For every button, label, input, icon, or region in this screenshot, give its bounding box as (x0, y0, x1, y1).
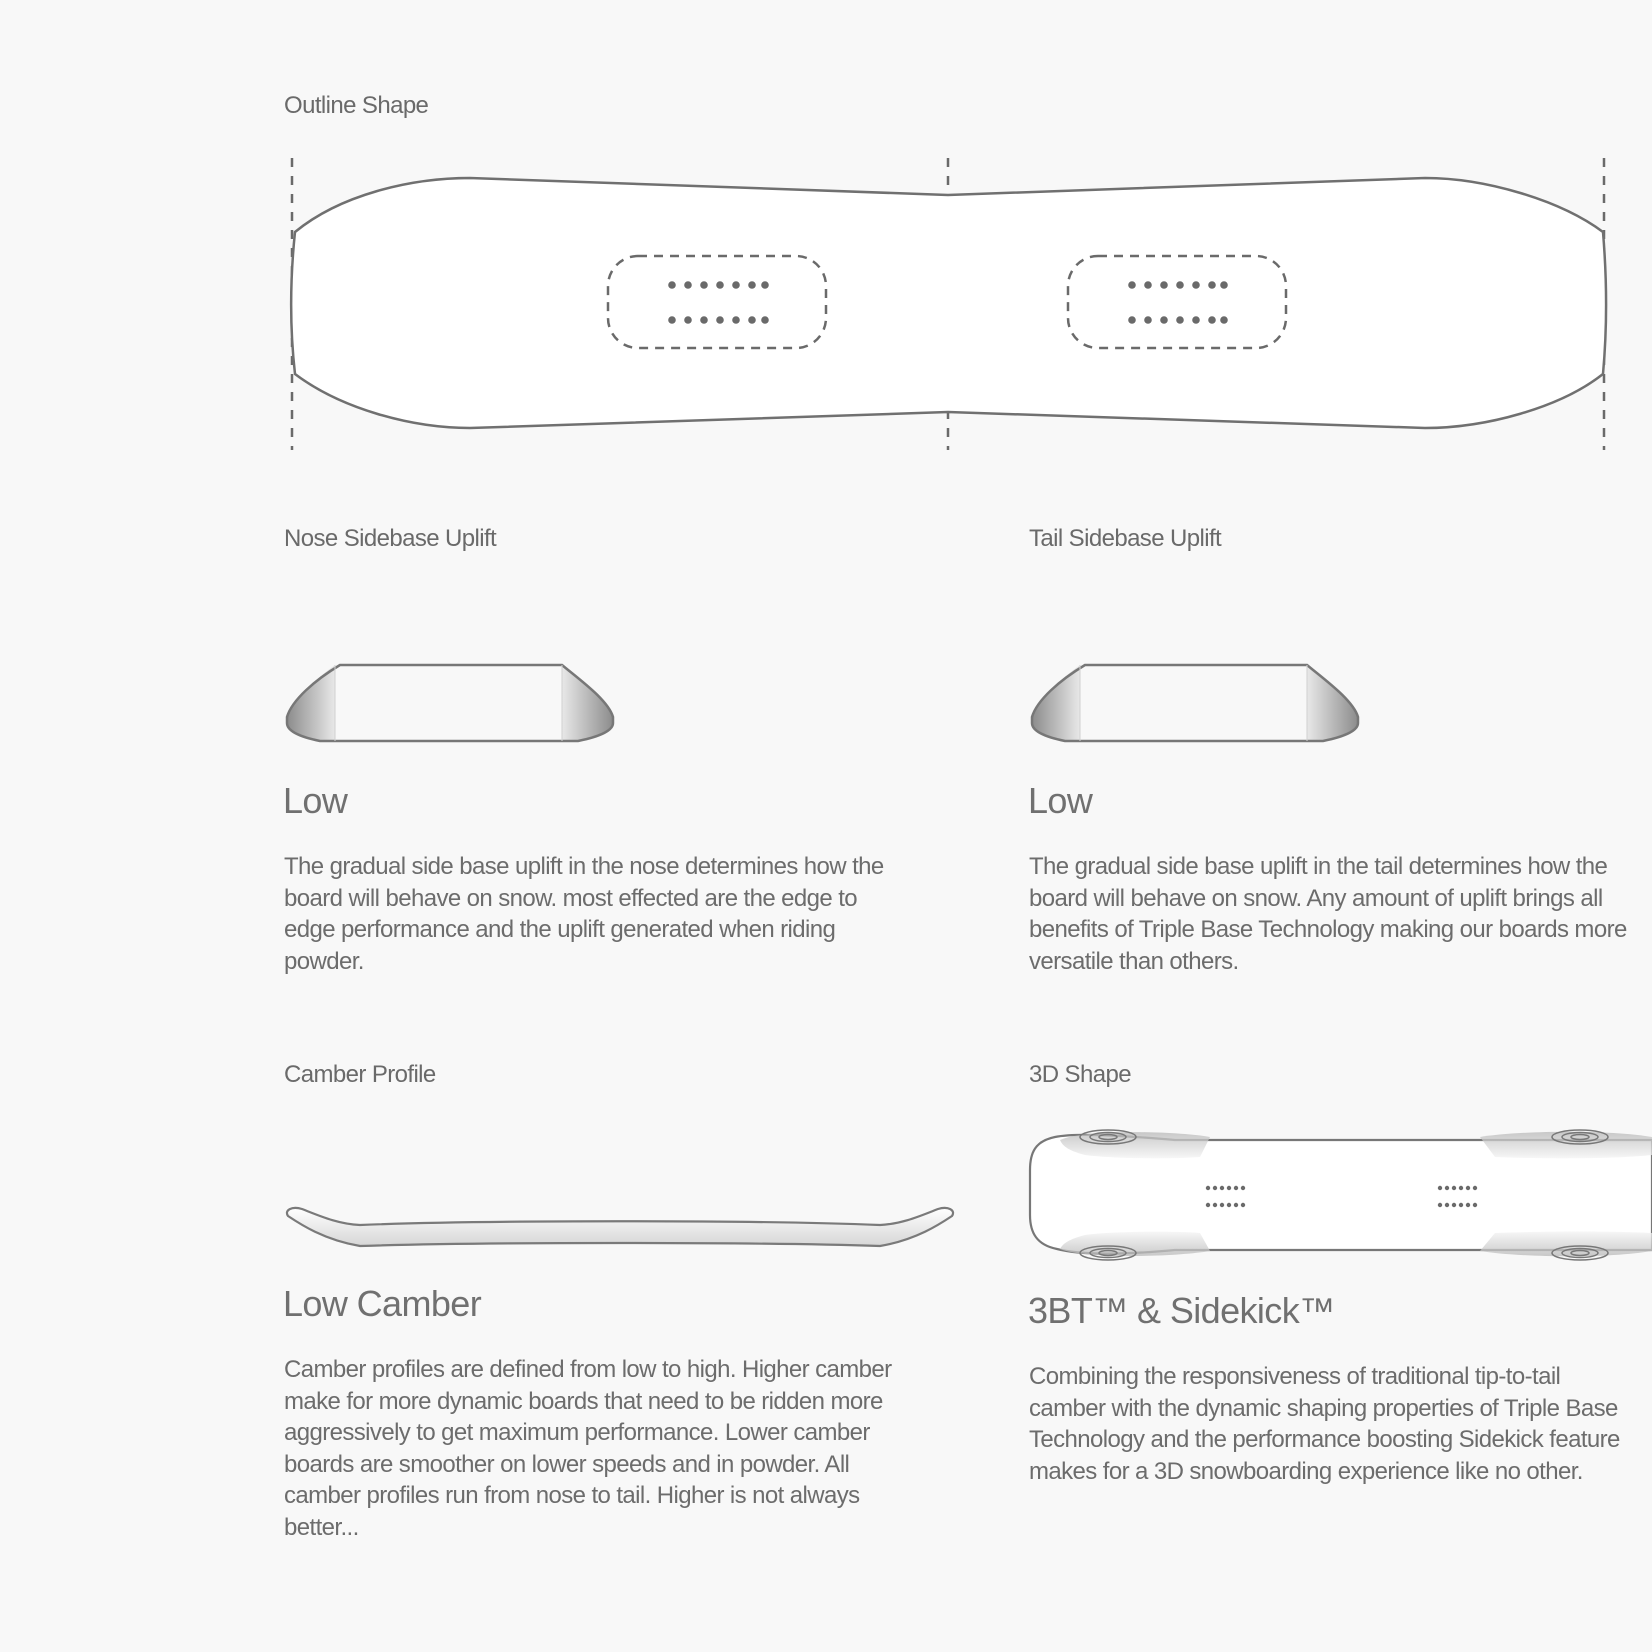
nose-uplift-diagram (280, 655, 620, 750)
nose-uplift-description: The gradual side base uplift in the nose determines how the board will behave on snow. most effected are the edge to edge performance and the uplift generated when riding powder. (284, 853, 884, 975)
outline-shape-diagram (0, 0, 1652, 470)
tail-uplift-label: Tail Sidebase Uplift (1029, 525, 1222, 552)
3d-shape-label: 3D Shape (1029, 1061, 1131, 1088)
3d-shape-description: Combining the responsiveness of traditional tip-to-tail camber with the dynamic shaping properties of Triple Base Technology and the performance boosting Sidekick feature makes for a 3D snowboarding experience like no other. (1029, 1363, 1620, 1485)
board-outline (291, 178, 1606, 428)
3d-shape-value: 3BT™ & Sidekick™ (1028, 1290, 1335, 1331)
3d-shape-diagram (1025, 1125, 1652, 1265)
3d-tail-top-pad (1480, 1132, 1652, 1159)
camber-profile-label: Camber Profile (284, 1061, 436, 1088)
camber-profile-description: Camber profiles are defined from low to high. Higher camber make for more dynamic boards that need to be ridden more aggressively to get maximum performance. Lower camber boards are smoother on lower speeds and in powder. All camber profiles run from nose to tail. Higher is not always better... (284, 1356, 892, 1541)
3d-tail-bottom-pad (1480, 1232, 1652, 1257)
outline-shape-label: Outline Shape (284, 92, 429, 119)
tail-uplift-diagram (1025, 655, 1365, 750)
camber-profile-diagram (280, 1200, 960, 1260)
nose-uplift-value: Low (283, 780, 348, 821)
nose-uplift-label: Nose Sidebase Uplift (284, 525, 497, 552)
tail-uplift-value: Low (1028, 780, 1093, 821)
tail-uplift-description: The gradual side base uplift in the tail determines how the board will behave on snow. Any amount of uplift brings all benefits of Triple Base Technology making our boards more versatile than others. (1029, 853, 1627, 975)
camber-profile-shape (287, 1208, 953, 1246)
camber-profile-value: Low Camber (283, 1283, 482, 1324)
